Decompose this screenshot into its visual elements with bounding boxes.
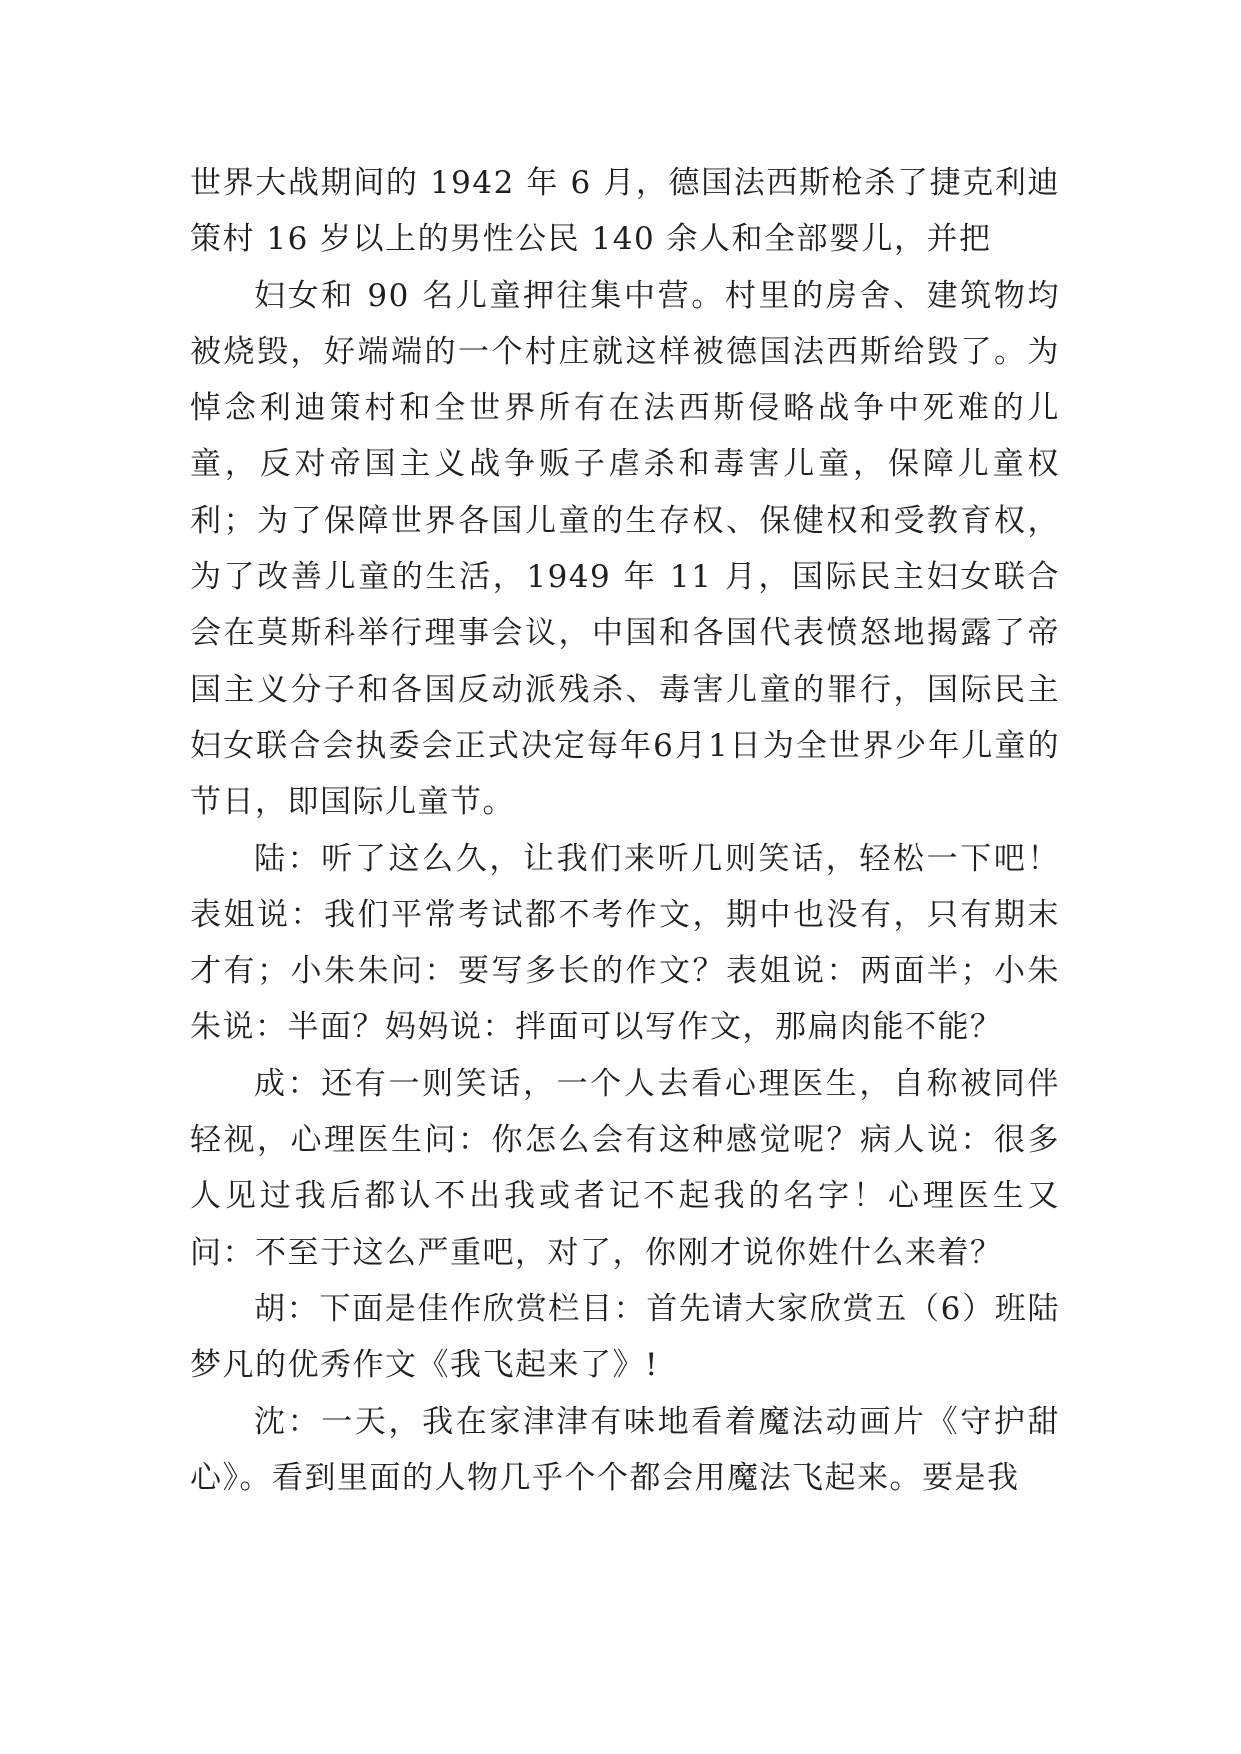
paragraph-joke-lu: 陆：听了这么久，让我们来听几则笑话，轻松一下吧！表姐说：我们平常考试都不考作文，期中也没有，只有期末才有；小朱朱问：要写多长的作文？表姐说：两面半；小朱朱说：半面？妈妈说：拌面可以写作文，那扁肉能不能？ bbox=[190, 840, 1060, 1046]
paragraph-joke-cheng: 成：还有一则笑话，一个人去看心理医生，自称被同伴轻视，心理医生问：你怎么会有这种感觉呢？病人说：很多人见过我后都认不出我或者记不起我的名字！心理医生又问：不至于这么严重吧，对了，你刚才说你姓什么来着？ bbox=[190, 1065, 1060, 1271]
paragraph-childrens-day-origin: 妇女和 90 名儿童押往集中营。村里的房舍、建筑物均被烧毁，好端端的一个村庄就这样被德国法西斯给毁了。为悼念利迪策村和全世界所有在法西斯侵略战争中死难的儿童，反对帝国主义战争贩子虐杀和毒害儿童，保障儿童权利；为了保障世界各国儿童的生存权、保健权和受教育权，为了改善儿童的生活，1949 年 11 月，国际民主妇女联合会在莫斯科举行理事会议，中国和各国代表愤怒地揭露了帝国主义分子和各国反动派残杀、毒害儿童的罪行，国际民主妇女联合会执委会正式决定每年6月1日为全世界少年儿童的节日，即国际儿童节。 bbox=[190, 277, 1060, 821]
paragraph-essay-intro-hu: 胡：下面是佳作欣赏栏目：首先请大家欣赏五（6）班陆梦凡的优秀作文《我飞起来了》! bbox=[190, 1290, 1060, 1384]
paragraph-essay-shen: 沈：一天，我在家津津有味地看着魔法动画片《守护甜心》。看到里面的人物几乎个个都会用魔法飞起来。要是我 bbox=[190, 1403, 1060, 1496]
document-body bbox=[190, 155, 1060, 1506]
paragraph-history-intro: 世界大战期间的 1942 年 6 月，德国法西斯枪杀了捷克利迪策村 16 岁以上的男性公民 140 余人和全部婴儿，并把 bbox=[190, 165, 1060, 258]
